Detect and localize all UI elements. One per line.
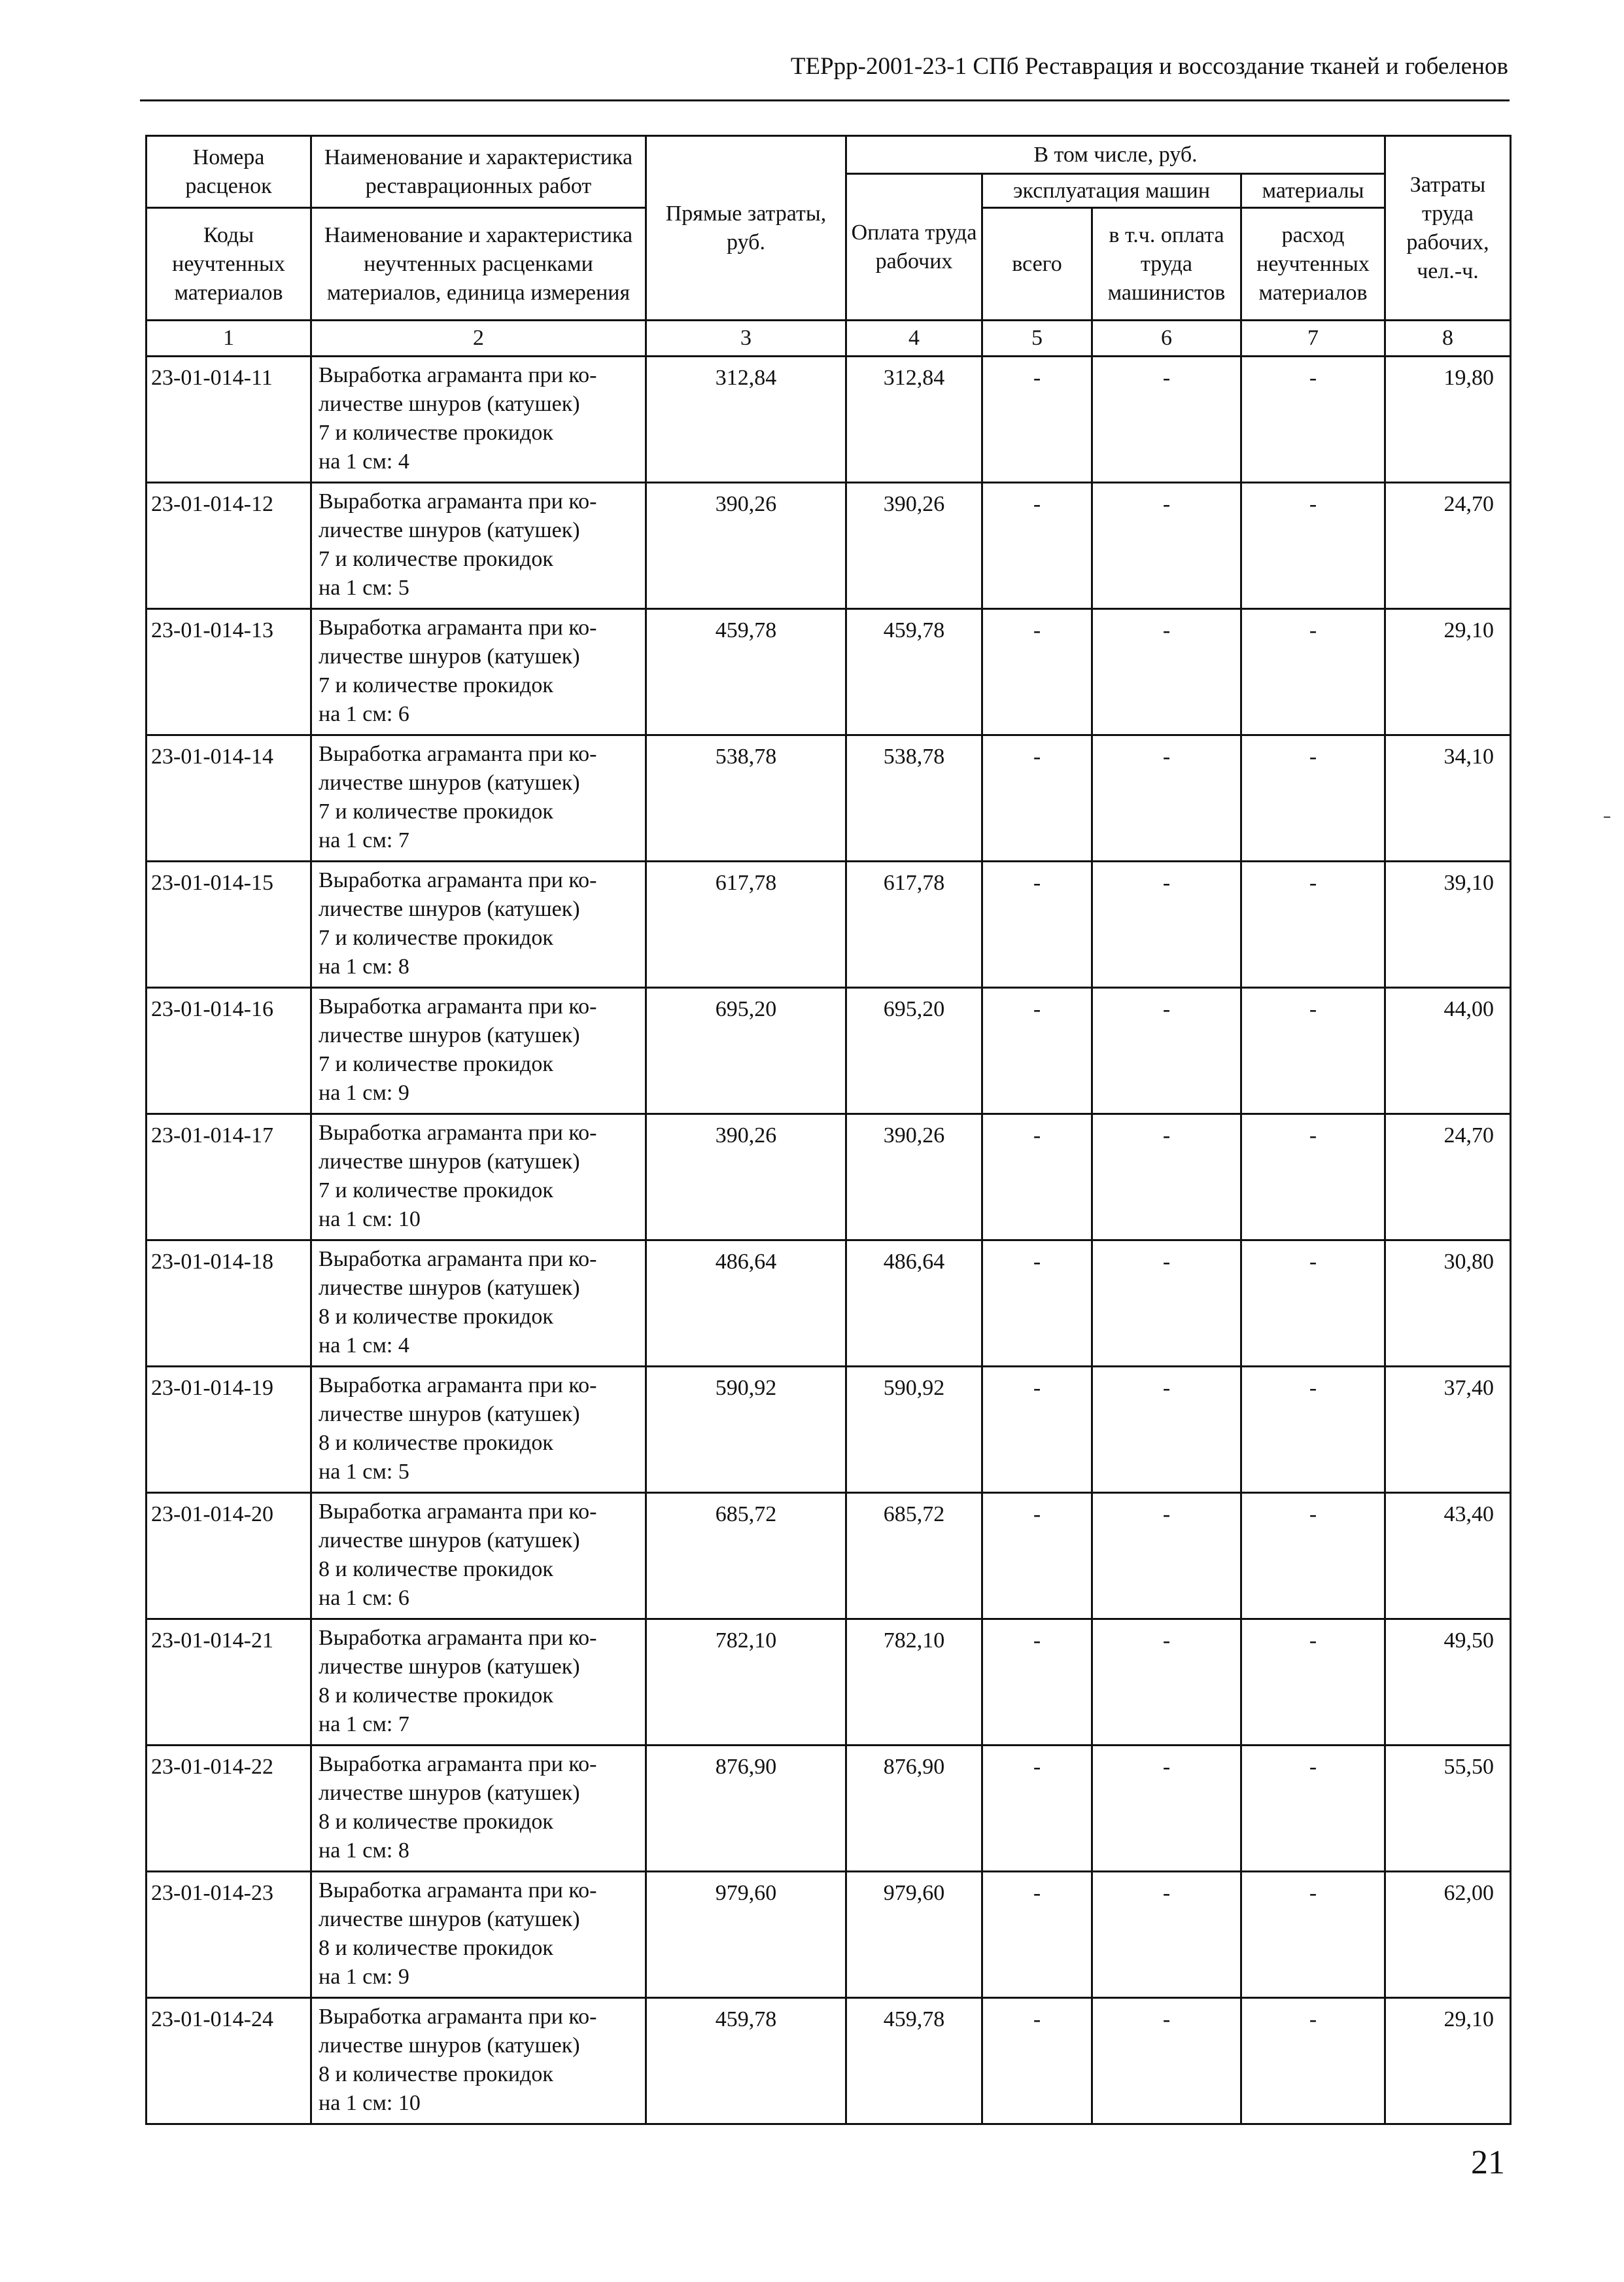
direct-costs-value: 617,78 bbox=[646, 862, 846, 988]
machinist-pay-value: - bbox=[1092, 1240, 1241, 1367]
description-line: личестве шнуров (катушек) bbox=[319, 1276, 580, 1300]
table-row bbox=[147, 483, 1511, 609]
labor-hours-value: 43,40 bbox=[1385, 1493, 1511, 1619]
rate-code: 23-01-014-22 bbox=[147, 1746, 311, 1872]
labor-hours-value: 24,70 bbox=[1385, 1114, 1511, 1240]
machinist-pay-value: - bbox=[1092, 1114, 1241, 1240]
labor-pay-value: 685,72 bbox=[846, 1493, 982, 1619]
description-line: на 1 см: 10 bbox=[319, 2091, 421, 2115]
machines-total-value: - bbox=[982, 609, 1092, 735]
table-row bbox=[147, 1114, 1511, 1240]
rate-code: 23-01-014-21 bbox=[147, 1619, 311, 1746]
labor-pay-value: 459,78 bbox=[846, 609, 982, 735]
rate-code: 23-01-014-15 bbox=[147, 862, 311, 988]
description-line: Выработка аграманта при ко- bbox=[319, 1247, 597, 1271]
table-row bbox=[147, 1746, 1511, 1872]
labor-pay-header: Оплата труда рабочих bbox=[846, 174, 982, 321]
description-line: личестве шнуров (катушек) bbox=[319, 1907, 580, 1931]
description-line: на 1 см: 5 bbox=[319, 1460, 409, 1484]
rate-code: 23-01-014-16 bbox=[147, 988, 311, 1114]
description-line: личестве шнуров (катушек) bbox=[319, 1655, 580, 1679]
materials-usage-value: - bbox=[1241, 609, 1385, 735]
work-description bbox=[311, 1240, 646, 1367]
rate-code: 23-01-014-14 bbox=[147, 735, 311, 862]
direct-costs-value: 979,60 bbox=[646, 1872, 846, 1998]
description-line: на 1 см: 9 bbox=[319, 1081, 409, 1105]
direct-costs-value: 390,26 bbox=[646, 1114, 846, 1240]
rate-code: 23-01-014-18 bbox=[147, 1240, 311, 1367]
description-line: Выработка аграманта при ко- bbox=[319, 363, 597, 387]
labor-pay-value: 486,64 bbox=[846, 1240, 982, 1367]
machines-total-value: - bbox=[982, 1746, 1092, 1872]
labor-pay-value: 876,90 bbox=[846, 1746, 982, 1872]
direct-costs-value: 459,78 bbox=[646, 1998, 846, 2124]
machines-total-value: - bbox=[982, 862, 1092, 988]
machines-total-value: - bbox=[982, 1367, 1092, 1493]
description-line: на 1 см: 4 bbox=[319, 449, 409, 474]
col-number: 4 bbox=[846, 321, 982, 357]
description-line: 8 и количестве прокидок bbox=[319, 1557, 553, 1581]
labor-hours-value: 30,80 bbox=[1385, 1240, 1511, 1367]
machines-total-value: - bbox=[982, 357, 1092, 483]
table-row bbox=[147, 735, 1511, 862]
machines-total-value: - bbox=[982, 483, 1092, 609]
rate-code: 23-01-014-17 bbox=[147, 1114, 311, 1240]
labor-hours-value: 44,00 bbox=[1385, 988, 1511, 1114]
description-line: на 1 см: 10 bbox=[319, 1207, 421, 1231]
labor-costs-header: Затраты труда рабочих, чел.-ч. bbox=[1385, 136, 1511, 321]
table-row bbox=[147, 1998, 1511, 2124]
description-line: 8 и количестве прокидок bbox=[319, 1683, 553, 1708]
rates-table bbox=[145, 135, 1512, 2125]
description-line: личестве шнуров (катушек) bbox=[319, 897, 580, 921]
description-line: личестве шнуров (катушек) bbox=[319, 1781, 580, 1805]
work-description bbox=[311, 988, 646, 1114]
work-description bbox=[311, 1619, 646, 1746]
description-line: Выработка аграманта при ко- bbox=[319, 1878, 597, 1903]
table-row bbox=[147, 1240, 1511, 1367]
rate-number-header: Номера расценок bbox=[147, 136, 311, 208]
description-line: 8 и количестве прокидок bbox=[319, 1810, 553, 1834]
machinist-pay-value: - bbox=[1092, 357, 1241, 483]
description-line: 7 и количестве прокидок bbox=[319, 1178, 553, 1202]
rate-code: 23-01-014-11 bbox=[147, 357, 311, 483]
direct-costs-value: 538,78 bbox=[646, 735, 846, 862]
materials-usage-value: - bbox=[1241, 1998, 1385, 2124]
machines-total-value: - bbox=[982, 1619, 1092, 1746]
work-description bbox=[311, 1367, 646, 1493]
direct-costs-value: 486,64 bbox=[646, 1240, 846, 1367]
machinist-pay-header: в т.ч. оплата труда машинистов bbox=[1092, 208, 1241, 321]
description-line: 8 и количестве прокидок bbox=[319, 1936, 553, 1960]
materials-usage-value: - bbox=[1241, 1619, 1385, 1746]
materials-usage-value: - bbox=[1241, 1367, 1385, 1493]
table-row bbox=[147, 1872, 1511, 1998]
material-name-header: Наименование и характеристика неучтенных расценками материалов, единица измерения bbox=[311, 208, 646, 321]
description-line: 8 и количестве прокидок bbox=[319, 2062, 553, 2086]
col-number: 8 bbox=[1385, 321, 1511, 357]
description-line: Выработка аграманта при ко- bbox=[319, 2005, 597, 2029]
description-line: на 1 см: 6 bbox=[319, 1586, 409, 1610]
rate-code: 23-01-014-20 bbox=[147, 1493, 311, 1619]
machines-total-value: - bbox=[982, 1114, 1092, 1240]
unaccounted-codes-header: Коды неучтенных материалов bbox=[147, 208, 311, 321]
materials-usage-value: - bbox=[1241, 1872, 1385, 1998]
machinist-pay-value: - bbox=[1092, 1493, 1241, 1619]
labor-pay-value: 590,92 bbox=[846, 1367, 982, 1493]
description-line: Выработка аграманта при ко- bbox=[319, 1500, 597, 1524]
labor-hours-value: 37,40 bbox=[1385, 1367, 1511, 1493]
labor-hours-value: 49,50 bbox=[1385, 1619, 1511, 1746]
col-number: 1 bbox=[147, 321, 311, 357]
materials-header: материалы bbox=[1241, 174, 1385, 208]
description-line: 8 и количестве прокидок bbox=[319, 1431, 553, 1455]
work-description bbox=[311, 483, 646, 609]
description-line: Выработка аграманта при ко- bbox=[319, 1121, 597, 1145]
labor-pay-value: 390,26 bbox=[846, 483, 982, 609]
materials-usage-value: - bbox=[1241, 862, 1385, 988]
description-line: на 1 см: 7 bbox=[319, 828, 409, 852]
materials-usage-value: - bbox=[1241, 735, 1385, 862]
description-line: Выработка аграманта при ко- bbox=[319, 742, 597, 766]
work-description bbox=[311, 862, 646, 988]
description-line: 7 и количестве прокидок bbox=[319, 547, 553, 571]
machinist-pay-value: - bbox=[1092, 1367, 1241, 1493]
header-rule bbox=[140, 99, 1510, 101]
labor-pay-value: 782,10 bbox=[846, 1619, 982, 1746]
labor-hours-value: 39,10 bbox=[1385, 862, 1511, 988]
including-header: В том числе, руб. bbox=[846, 136, 1385, 174]
machines-total-header: всего bbox=[982, 208, 1092, 321]
machines-total-value: - bbox=[982, 1872, 1092, 1998]
description-line: Выработка аграманта при ко- bbox=[319, 994, 597, 1019]
table-row bbox=[147, 1619, 1511, 1746]
materials-usage-value: - bbox=[1241, 1746, 1385, 1872]
description-line: личестве шнуров (катушек) bbox=[319, 771, 580, 795]
description-line: Выработка аграманта при ко- bbox=[319, 1752, 597, 1776]
table-row bbox=[147, 609, 1511, 735]
work-description bbox=[311, 1493, 646, 1619]
table-row bbox=[147, 357, 1511, 483]
labor-hours-value: 55,50 bbox=[1385, 1746, 1511, 1872]
description-line: 7 и количестве прокидок bbox=[319, 1052, 553, 1076]
machines-total-value: - bbox=[982, 1493, 1092, 1619]
materials-usage-value: - bbox=[1241, 1240, 1385, 1367]
labor-pay-value: 617,78 bbox=[846, 862, 982, 988]
column-number-row bbox=[147, 321, 1511, 357]
direct-costs-value: 695,20 bbox=[646, 988, 846, 1114]
description-line: личестве шнуров (катушек) bbox=[319, 2033, 580, 2058]
machines-total-value: - bbox=[982, 1998, 1092, 2124]
unaccounted-usage-header: расход неучтенных материалов bbox=[1241, 208, 1385, 321]
description-line: на 1 см: 4 bbox=[319, 1333, 409, 1358]
machinist-pay-value: - bbox=[1092, 1746, 1241, 1872]
description-line: личестве шнуров (катушек) bbox=[319, 1023, 580, 1047]
description-line: 7 и количестве прокидок bbox=[319, 421, 553, 445]
description-line: на 1 см: 5 bbox=[319, 576, 409, 600]
work-description bbox=[311, 735, 646, 862]
description-line: на 1 см: 8 bbox=[319, 1838, 409, 1863]
description-line: личестве шнуров (катушек) bbox=[319, 1528, 580, 1553]
machinist-pay-value: - bbox=[1092, 1872, 1241, 1998]
direct-costs-value: 459,78 bbox=[646, 609, 846, 735]
description-line: на 1 см: 9 bbox=[319, 1965, 409, 1989]
description-line: 8 и количестве прокидок bbox=[319, 1305, 553, 1329]
table-row bbox=[147, 988, 1511, 1114]
col-number: 6 bbox=[1092, 321, 1241, 357]
work-description bbox=[311, 1998, 646, 2124]
machinist-pay-value: - bbox=[1092, 1619, 1241, 1746]
table-row bbox=[147, 1493, 1511, 1619]
description-line: личестве шнуров (катушек) bbox=[319, 644, 580, 669]
direct-costs-value: 782,10 bbox=[646, 1619, 846, 1746]
machinist-pay-value: - bbox=[1092, 609, 1241, 735]
labor-hours-value: 29,10 bbox=[1385, 609, 1511, 735]
labor-pay-value: 459,78 bbox=[846, 1998, 982, 2124]
col-number: 3 bbox=[646, 321, 846, 357]
description-line: 7 и количестве прокидок bbox=[319, 799, 553, 824]
description-line: личестве шнуров (катушек) bbox=[319, 1402, 580, 1426]
machinist-pay-value: - bbox=[1092, 1998, 1241, 2124]
machinist-pay-value: - bbox=[1092, 735, 1241, 862]
description-line: личестве шнуров (катушек) bbox=[319, 1150, 580, 1174]
labor-hours-value: 24,70 bbox=[1385, 483, 1511, 609]
scan-mark bbox=[1604, 816, 1610, 818]
rate-code: 23-01-014-19 bbox=[147, 1367, 311, 1493]
work-description bbox=[311, 609, 646, 735]
table-row bbox=[147, 1367, 1511, 1493]
labor-pay-value: 312,84 bbox=[846, 357, 982, 483]
direct-costs-value: 685,72 bbox=[646, 1493, 846, 1619]
description-line: Выработка аграманта при ко- bbox=[319, 868, 597, 892]
labor-pay-value: 390,26 bbox=[846, 1114, 982, 1240]
materials-usage-value: - bbox=[1241, 357, 1385, 483]
rate-code: 23-01-014-13 bbox=[147, 609, 311, 735]
col-number: 5 bbox=[982, 321, 1092, 357]
labor-hours-value: 19,80 bbox=[1385, 357, 1511, 483]
description-line: личестве шнуров (катушек) bbox=[319, 392, 580, 416]
col-number: 7 bbox=[1241, 321, 1385, 357]
machines-total-value: - bbox=[982, 735, 1092, 862]
description-line: на 1 см: 6 bbox=[319, 702, 409, 726]
description-line: 7 и количестве прокидок bbox=[319, 926, 553, 950]
direct-costs-value: 390,26 bbox=[646, 483, 846, 609]
rate-code: 23-01-014-24 bbox=[147, 1998, 311, 2124]
description-line: Выработка аграманта при ко- bbox=[319, 616, 597, 640]
machines-total-value: - bbox=[982, 988, 1092, 1114]
direct-costs-header: Прямые затраты, руб. bbox=[646, 136, 846, 321]
machinist-pay-value: - bbox=[1092, 862, 1241, 988]
materials-usage-value: - bbox=[1241, 988, 1385, 1114]
work-description bbox=[311, 1746, 646, 1872]
description-line: Выработка аграманта при ко- bbox=[319, 1373, 597, 1397]
work-description bbox=[311, 1114, 646, 1240]
description-line: Выработка аграманта при ко- bbox=[319, 1626, 597, 1650]
rate-code: 23-01-014-12 bbox=[147, 483, 311, 609]
materials-usage-value: - bbox=[1241, 1493, 1385, 1619]
rate-code: 23-01-014-23 bbox=[147, 1872, 311, 1998]
labor-pay-value: 695,20 bbox=[846, 988, 982, 1114]
description-line: на 1 см: 8 bbox=[319, 955, 409, 979]
machinist-pay-value: - bbox=[1092, 483, 1241, 609]
description-line: личестве шнуров (катушек) bbox=[319, 518, 580, 542]
materials-usage-value: - bbox=[1241, 483, 1385, 609]
labor-pay-value: 979,60 bbox=[846, 1872, 982, 1998]
labor-pay-value: 538,78 bbox=[846, 735, 982, 862]
running-header: ТЕРрр-2001-23-1 СПб Реставрация и воссоздание тканей и гобеленов bbox=[790, 53, 1508, 80]
direct-costs-value: 876,90 bbox=[646, 1746, 846, 1872]
labor-hours-value: 62,00 bbox=[1385, 1872, 1511, 1998]
direct-costs-value: 312,84 bbox=[646, 357, 846, 483]
description-line: Выработка аграманта при ко- bbox=[319, 489, 597, 514]
work-description bbox=[311, 357, 646, 483]
labor-hours-value: 29,10 bbox=[1385, 1998, 1511, 2124]
col-number: 2 bbox=[311, 321, 646, 357]
machine-operation-header: эксплуатация машин bbox=[982, 174, 1241, 208]
description-line: 7 и количестве прокидок bbox=[319, 673, 553, 697]
direct-costs-value: 590,92 bbox=[646, 1367, 846, 1493]
materials-usage-value: - bbox=[1241, 1114, 1385, 1240]
work-name-header: Наименование и характеристика реставрационных работ bbox=[311, 136, 646, 208]
machinist-pay-value: - bbox=[1092, 988, 1241, 1114]
labor-hours-value: 34,10 bbox=[1385, 735, 1511, 862]
description-line: на 1 см: 7 bbox=[319, 1712, 409, 1736]
work-description bbox=[311, 1872, 646, 1998]
page-number: 21 bbox=[1471, 2144, 1505, 2181]
table-row bbox=[147, 862, 1511, 988]
machines-total-value: - bbox=[982, 1240, 1092, 1367]
